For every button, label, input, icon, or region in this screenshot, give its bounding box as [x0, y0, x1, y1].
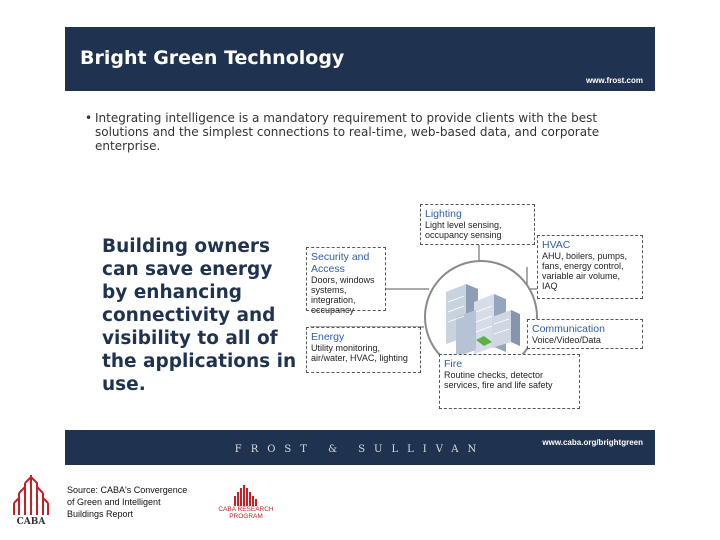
research-line: CABA RESEARCH — [218, 506, 274, 513]
bullet-text: Integrating intelligence is a mandatory requirement to provide clients with the best solutions and the simplest connections to real-time, web-based data, and corporate enterprise. — [95, 111, 600, 153]
communication-title: Communication — [532, 323, 605, 335]
lighting-box — [420, 204, 535, 245]
hvac-title: HVAC — [542, 239, 571, 251]
bullet-dot: • — [85, 111, 93, 125]
research-line: PROGRAM — [229, 513, 263, 520]
source-line: Buildings Report — [67, 509, 134, 519]
slide-footer — [65, 430, 655, 465]
headline-text: Building owners can save energy by enhancing connectivity and visibility to all of the applications in use. — [102, 236, 297, 395]
lighting-desc: Light level sensing, occupancy sensing — [425, 220, 502, 240]
security-title: Security and Access — [311, 251, 370, 275]
security-desc: Doors, windows systems, integration, occupancy — [311, 275, 375, 315]
research-logo-text — [212, 506, 280, 520]
energy-title: Energy — [311, 331, 345, 343]
fire-desc: Routine checks, detector services, fire and life safety — [444, 370, 553, 390]
bullet-point — [85, 111, 625, 153]
caba-logo — [12, 473, 50, 528]
hvac-box — [537, 235, 643, 299]
fire-box — [439, 354, 580, 409]
slide-header — [65, 27, 655, 91]
footer-brand: FROST & SULLIVAN — [234, 444, 486, 455]
caba-logo-text: CABA — [16, 517, 46, 527]
energy-desc: Utility monitoring, air/water, HVAC, lighting — [311, 343, 408, 363]
fire-title: Fire — [444, 358, 463, 370]
footer-url: www.caba.org/brightgreen — [542, 438, 643, 447]
energy-box — [306, 327, 421, 373]
communication-desc: Voice/Video/Data — [532, 335, 601, 345]
lighting-title: Lighting — [425, 208, 462, 220]
caba-research-logo — [212, 484, 280, 526]
header-url: www.frost.com — [585, 76, 643, 85]
slide — [65, 27, 655, 463]
source-text — [67, 484, 187, 520]
research-bars-icon — [212, 484, 280, 506]
security-box — [306, 247, 386, 315]
source-line: of Green and Intelligent — [67, 497, 161, 507]
caba-building-icon — [12, 473, 50, 517]
hvac-desc: AHU, boilers, pumps, fans, energy control, variable air volume, IAQ — [542, 251, 628, 291]
slide-title: Bright Green Technology — [80, 47, 345, 69]
source-line: Source: CABA's Convergence — [67, 485, 188, 495]
communication-box — [527, 319, 643, 349]
